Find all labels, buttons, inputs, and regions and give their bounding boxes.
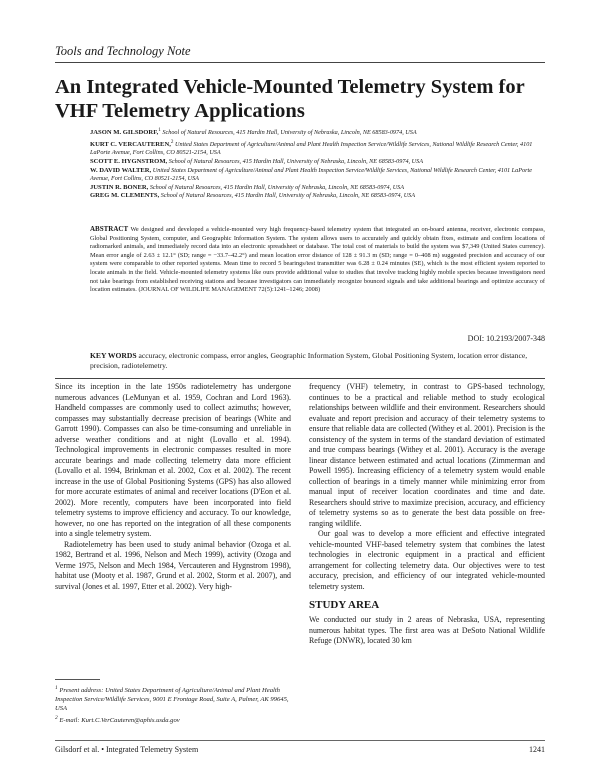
footnote <box>55 714 291 726</box>
author-name: SCOTT E. HYGNSTROM, <box>90 157 168 165</box>
author-list <box>90 126 545 201</box>
body-paragraph: Since its inception in the late 1950s radiotelemetry has undergone numerous advances (LeMunyan et al. 1959, Cochran and Lord 1963). Handheld compasses are commonly used to collect azimuths; however, compasses may substantially decrease precision of bearings (White and Garrott 1990). Compasses can also be time-consuming and unreliable in adverse weather conditions and at night (Lovallo et al. 1994). Technological improvements in electronic compasses resulted in more accurate bearings and made collecting telemetry data more efficient (Lovallo et al. 1994, Brinkman et al. 2002, Cox et al. 2002). The recent increase in the use of Global Positioning Systems (GPS) has also allowed for more accurate estimates of animal and receiver locations (D'Eon et al. 2002). More recently, computers have been incorporated into field telemetry systems to improve efficiency and accuracy. To our knowledge, however, no one has reported on the integration of all these components into a single telemetry system. <box>55 382 291 538</box>
top-divider <box>55 62 545 63</box>
author-entry <box>90 192 545 201</box>
author-name: JUSTIN R. BONER, <box>90 183 149 191</box>
right-column <box>309 382 545 647</box>
author-footnote-mark: 2 <box>170 138 174 145</box>
running-footer: Gilsdorf et al. • Integrated Telemetry System <box>55 745 199 754</box>
author-affiliation: United States Department of Agriculture/Animal and Plant Health Inspection Service/Wildlife Services, National Wildlife Research Center, 4101 LaPorte Avenue, Fort Collins, CO 80521-2154, USA <box>90 140 533 157</box>
doi: DOI: 10.2193/2007-348 <box>467 334 545 343</box>
keywords-text: accuracy, electronic compass, error angles, Geographic Information System, Global Positioning System, location error distance, precision, radiotelemetry. <box>90 351 528 370</box>
study-area-heading: STUDY AREA <box>309 599 380 611</box>
author-entry <box>90 126 545 138</box>
author-footnote-mark: 1 <box>158 127 161 133</box>
footnote-mark: 2 <box>55 714 58 721</box>
abstract <box>90 225 545 295</box>
footnote-text: E-mail: Kurt.C.VerCauteren@aphis.usda.gov <box>59 716 180 724</box>
footnotes <box>55 684 291 726</box>
author-entry <box>90 158 545 167</box>
footnote-text: Present address: United States Department of Agriculture/Animal and Plant Health Inspection Service/Wildlife Services, 9001 E Frontage Road, Suite A, Palmer, AK 99645, USA <box>55 687 289 712</box>
author-name: JASON M. GILSDORF, <box>90 129 159 137</box>
author-name: KURT C. VERCAUTEREN, <box>90 140 171 148</box>
page-number: 1241 <box>529 745 545 754</box>
abstract-text: We designed and developed a vehicle-mounted very high frequency-based telemetry system that integrated an on-board antenna, receiver, electronic compass, Global Positioning System, computer, and Geographic Information System. The system allows users to accurately and quickly obtain fixes, estimate and confirm locations of radiomarked animals, and immediately record data into an electronic spreadsheet or database. The total cost of materials to build the system was $7,349 (United States currency). Mean error angle of 2.63 ± 12.1° (SD; range = −33.7–42.2°) and mean location error distance of 128 ± 91.3 m (SD; range = 0–408 m) suggested precision and accuracy of our system were comparable to other reported systems. Mean time to record 5 bearings/test transmitter was 6.28 ± 0.24 minutes (SE), which is the most efficient system reported to locate animals in the field. Vehicle-mounted telemetry systems like ours provide additional value to studies that involve tracking highly mobile species because investigators need not take bearings from established receiving stations and because investigators can immediately recognize bounced signals and take additional bearings and optimize accuracy of location estimates. (JOURNAL OF WILDLIFE MANAGEMENT 72(5):1241–1246; 2008) <box>90 226 545 294</box>
footnote <box>55 684 291 714</box>
keywords-label: KEY WORDS <box>90 351 137 360</box>
author-affiliation: School of Natural Resources, 415 Hardin Hall, University of Nebraska, Lincoln, NE 68583-0974, USA <box>168 157 423 165</box>
article-title: An Integrated Vehicle-Mounted Telemetry System for VHF Telemetry Applications <box>55 76 525 122</box>
footer-divider <box>55 740 545 741</box>
author-entry <box>90 138 545 158</box>
author-affiliation: School of Natural Resources, 415 Hardin Hall, University of Nebraska, Lincoln, NE 68583-0974, USA <box>149 183 405 191</box>
author-affiliation: United States Department of Agriculture/Animal and Plant Health Inspection Service/Wildlife Services, National Wildlife Research Center, 4101 LaPorte Avenue, Fort Collins, CO 80521-2154, USA <box>90 166 532 183</box>
body-paragraph: Our goal was to develop a more efficient and effective integrated vehicle-mounted VHF-based telemetry system that combines the latest technologies in electronic equipment in a practical and efficient arrangement for collecting telemetry data. Our objectives were to test accuracy, precision, and efficiency of our integrated vehicle-mounted telemetry system. <box>309 529 545 591</box>
body-divider <box>55 378 545 379</box>
author-affiliation: School of Natural Resources, 415 Hardin Hall, University of Nebraska, Lincoln, NE 68583-0974, USA <box>160 192 416 200</box>
abstract-label: ABSTRACT <box>90 225 129 233</box>
author-name: GREG M. CLEMENTS, <box>90 192 160 200</box>
body-paragraph: Radiotelemetry has been used to study animal behavior (Ozoga et al. 1982, Bertrand et al. 1996, Nelson and Mech 1999), activity (Ozoga and Verme 1975, Nelson and Mech 1984, Vercauteren and Hygnstrom 1998), habitat use (Mooty et al. 1987, Grund et al. 2002, Storm et al. 2007), and survival (Jones et al. 1997, Etter et al. 2002). Very high- <box>55 539 291 591</box>
left-column <box>55 382 291 592</box>
author-affiliation: School of Natural Resources, 415 Hardin Hall, University of Nebraska, Lincoln, NE 68583-0974, USA <box>162 129 417 137</box>
footnote-mark: 1 <box>55 685 58 691</box>
keywords <box>90 351 545 371</box>
body-paragraph: frequency (VHF) telemetry, in contrast to GPS-based technology, continues to be a practical and reliable method to study ecological relationships between wildlife and their environment. Researchers should evaluate and report precision and accuracy of their telemetry systems to ensure that reliable data are collected (Withey et al. 2001). Precision is the consistency of the system in terms of the standard deviation of estimated and true compass bearings (Withey et al. 2001). Accuracy is the average linear distance between estimated and actual locations (Zimmerman and Powell 1995). Increasing efficiency of a telemetry system would enable collection of bearings in a timely manner while minimizing error from manual input of receiver location coordinates and time and date. Researchers should strive to maximize precision, accuracy, and efficiency of telemetry systems so as to generate the best data possible on free-ranging wildlife. <box>309 382 545 528</box>
body-paragraph: We conducted our study in 2 areas of Nebraska, USA, representing numerous habitat types. The first area was at DeSoto National Wildlife Refuge (DNWR), located 30 km <box>309 615 545 645</box>
author-entry <box>90 167 545 184</box>
author-name: W. DAVID WALTER, <box>90 166 152 174</box>
section-label: Tools and Technology Note <box>55 44 191 58</box>
footnote-divider <box>55 679 100 680</box>
author-entry <box>90 184 545 193</box>
